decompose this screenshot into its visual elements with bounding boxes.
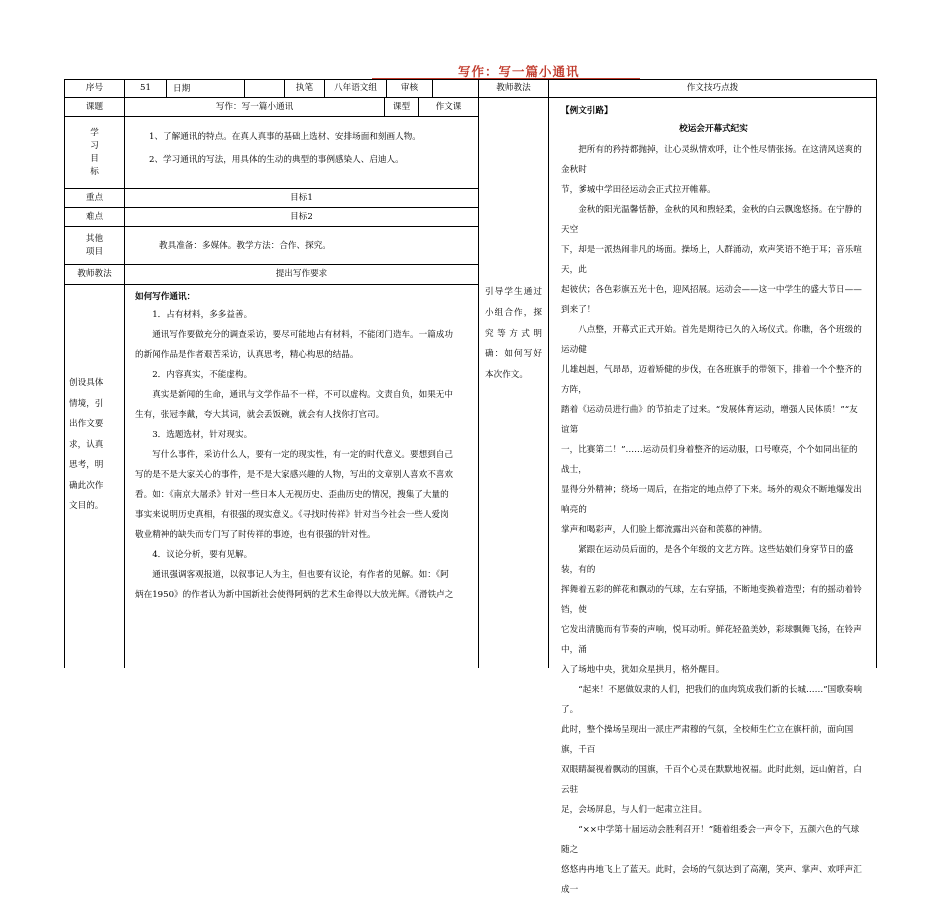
paragraph-line: 儿雄赳赳，气昂昂，迈着矫健的步伐，在各班旗手的带领下，排着一个个整齐的方阵， — [561, 365, 862, 395]
paragraph-line: 金秋的阳光温馨恬静，金秋的风和煦轻柔，金秋的白云飘逸悠扬。在宁静的天空 — [561, 205, 862, 235]
paragraph-line: 足，会场屏息，与人们一起肃立注目。 — [561, 805, 708, 815]
other-items-value: 教具准备：多媒体。教学方法：合作、探究。 — [125, 227, 479, 265]
paragraph-line: “××中学第十届运动会胜利召开！”随着组委会一声令下，五颜六色的气球随之 — [561, 825, 860, 855]
seq-value: 51 — [125, 80, 167, 98]
example-column — [549, 98, 877, 895]
paragraph-line: 起彼伏；各色彩旗五光十色，迎风招展。运动会——这一中学生的盛大节日——到来了！ — [561, 285, 862, 315]
goal-item: 1、了解通讯的特点。在真人真事的基础上选材、安排场面和刻画人物。 — [149, 132, 421, 142]
paragraph-line: 它发出清脆而有节奏的声响，悦耳动听。鲜花轻盈美妙，彩球飘舞飞扬，在铃声中，涌 — [561, 625, 862, 655]
example-heading: 【例文引路】 — [561, 106, 613, 116]
paragraph-line: 通讯写作要做充分的调查采访，要尽可能地占有材料，不能闭门造车。一篇成功 — [152, 330, 453, 340]
paragraph-line: 掌声和喝彩声，人们脸上都流露出兴奋和羡慕的神情。 — [561, 525, 768, 535]
paragraph-line: “起来！不愿做奴隶的人们，把我们的血肉筑成我们新的长城……”国歌奏响了。 — [561, 685, 862, 715]
paragraph-line: 3．选题选材，针对现实。 — [152, 430, 253, 440]
group-value: 八年语文组 — [325, 80, 387, 98]
example-body — [561, 140, 866, 900]
date-value — [245, 80, 285, 98]
paragraph-line: 炳在1950》的作者认为新中国新社会使得阿炳的艺术生命得以大放光辉。《滑铁卢之 — [135, 590, 454, 600]
paragraph-line: 悠悠冉冉地飞上了蓝天。此时，会场的气氛达到了高潮，笑声、掌声、欢呼声汇成一 — [561, 865, 862, 895]
paragraph-line: 的新闻作品是作者艰苦采访，认真思考，精心构思的结晶。 — [135, 350, 359, 360]
writing-tips-label: 作文技巧点拨 — [549, 80, 877, 98]
paragraph-line: 节，爹城中学田径运动会正式拉开帷幕。 — [561, 185, 716, 195]
paragraph-line: 下，却是一派热闹非凡的场面。操场上，人群涌动，欢声笑语不绝于耳；音乐喧天，此 — [561, 245, 862, 275]
date-label: 日期 — [167, 80, 245, 98]
goal-item: 2、学习通讯的写法，用具体的生动的典型的事例感染人、启迪人。 — [149, 155, 404, 165]
method-row-value: 提出写作要求 — [125, 265, 479, 285]
difficulty-label: 难点 — [65, 208, 125, 227]
author-label: 执笔 — [285, 80, 325, 98]
paragraph-line: 入了场地中央，犹如众星拱月，格外醒目。 — [561, 665, 725, 675]
key-point-value: 目标1 — [125, 189, 479, 208]
paragraph-line: 显得分外精神；绕场一周后，在指定的地点停了下来。场外的观众不断地爆发出响亮的 — [561, 485, 862, 515]
paragraph-line: 生有，张冠李戴，夸大其词，就会丢饭碗，就会有人找你打官司。 — [135, 410, 385, 420]
content-heading: 如何写作通讯： — [135, 292, 196, 302]
paragraph-line: 写的是不是大家关心的事件，是不是大家感兴趣的人物，写出的文章别人喜欢不喜欢 — [135, 470, 453, 480]
topic-value: 写作：写一篇小通讯 — [125, 98, 385, 117]
paragraph-line: 双眼睛凝视着飘动的国旗，千百个心灵在默默地祝福。此时此刻，远山俯首，白云驻 — [561, 765, 862, 795]
paragraph-line: 紧跟在运动员后面的，是各个年级的文艺方阵。这些姑娘们身穿节日的盛装，有的 — [561, 545, 854, 575]
goals-list — [125, 117, 479, 189]
paragraph-line: 真实是新闻的生命，通讯与文学作品不一样，不可以虚构。文责自负，如果无中 — [152, 390, 453, 400]
guide-column — [479, 98, 549, 668]
teacher-method-label: 教师教法 — [479, 80, 549, 98]
lesson-type-value: 作文课 — [419, 98, 479, 117]
situation-column — [65, 285, 125, 668]
paragraph-line: 挥舞着五彩的鲜花和飘动的气球，左右穿插，不断地变换着造型；有的摇动着铃铛，使 — [561, 585, 862, 615]
method-row-label: 教师教法 — [65, 265, 125, 285]
key-point-label: 重点 — [65, 189, 125, 208]
situation-text: 创设具体 情境，引 出作文要 求，认真 思考，明 确此次作 文目的。 — [69, 378, 104, 511]
paragraph-line: 一，比赛第二！”……运动员们身着整齐的运动服，口号嘹亮，个个如同出征的战士， — [561, 445, 858, 475]
paragraph-line: 事实来说明历史真相，有很强的现实意义。《寻找时传祥》针对当今社会一些人爱岗 — [135, 510, 449, 520]
audit-label: 审核 — [387, 80, 433, 98]
guide-text: 引导学生通过小组合作，探究等方式明确：如何写好本次作文。 — [485, 287, 542, 381]
paragraph-line: 八点整，开幕式正式开始。首先是期待已久的入场仪式。你瞧，各个班级的运动健 — [561, 325, 862, 355]
writing-guide-content — [125, 285, 479, 668]
paragraph-line: 1．占有材料，多多益善。 — [152, 310, 253, 320]
paragraph-line: 通讯强调客观报道，以叙事记人为主，但也要有议论，有作者的见解。如：《阿 — [152, 570, 449, 580]
example-article — [549, 98, 876, 900]
paragraph-line: 踏着《运动员进行曲》的节拍走了过来。“发展体育运动，增强人民体质！”“友谊第 — [561, 405, 858, 435]
topic-label: 课题 — [65, 98, 125, 117]
paragraph-line: 敬业精神的缺失而专门写了时传祥的事迹，也有很强的针对性。 — [135, 530, 376, 540]
difficulty-value: 目标2 — [125, 208, 479, 227]
lesson-plan-table — [64, 79, 877, 895]
audit-value — [433, 80, 479, 98]
seq-label: 序号 — [65, 80, 125, 98]
example-title: 校运会开幕式纪实 — [679, 124, 748, 134]
other-items-label: 其他 项目 — [65, 227, 125, 265]
paragraph-line: 2．内容真实，不能虚构。 — [152, 370, 253, 380]
paragraph-line: 把所有的矜持都抛掉，让心灵纵情欢呼，让个性尽情张扬。在这清风送爽的金秋时 — [561, 145, 862, 175]
content-body — [135, 305, 472, 605]
lesson-type-label: 课型 — [385, 98, 419, 117]
paragraph-line: 看。如：《南京大屠杀》针对一些日本人无视历史、歪曲历史的情况，搜集了大量的 — [135, 490, 449, 500]
paragraph-line: 此时，整个操场呈现出一派庄严肃穆的气氛，全校师生伫立在旗杆前，面向国旗，千百 — [561, 725, 854, 755]
goals-label: 学 习 目 标 — [65, 117, 125, 189]
paragraph-line: 4．议论分析，要有见解。 — [152, 550, 253, 560]
paragraph-line: 写什么事件，采访什么人，要有一定的现实性，有一定的时代意义。要想到自己 — [152, 450, 453, 460]
document-title: 写作：写一篇小通讯 — [458, 64, 580, 79]
